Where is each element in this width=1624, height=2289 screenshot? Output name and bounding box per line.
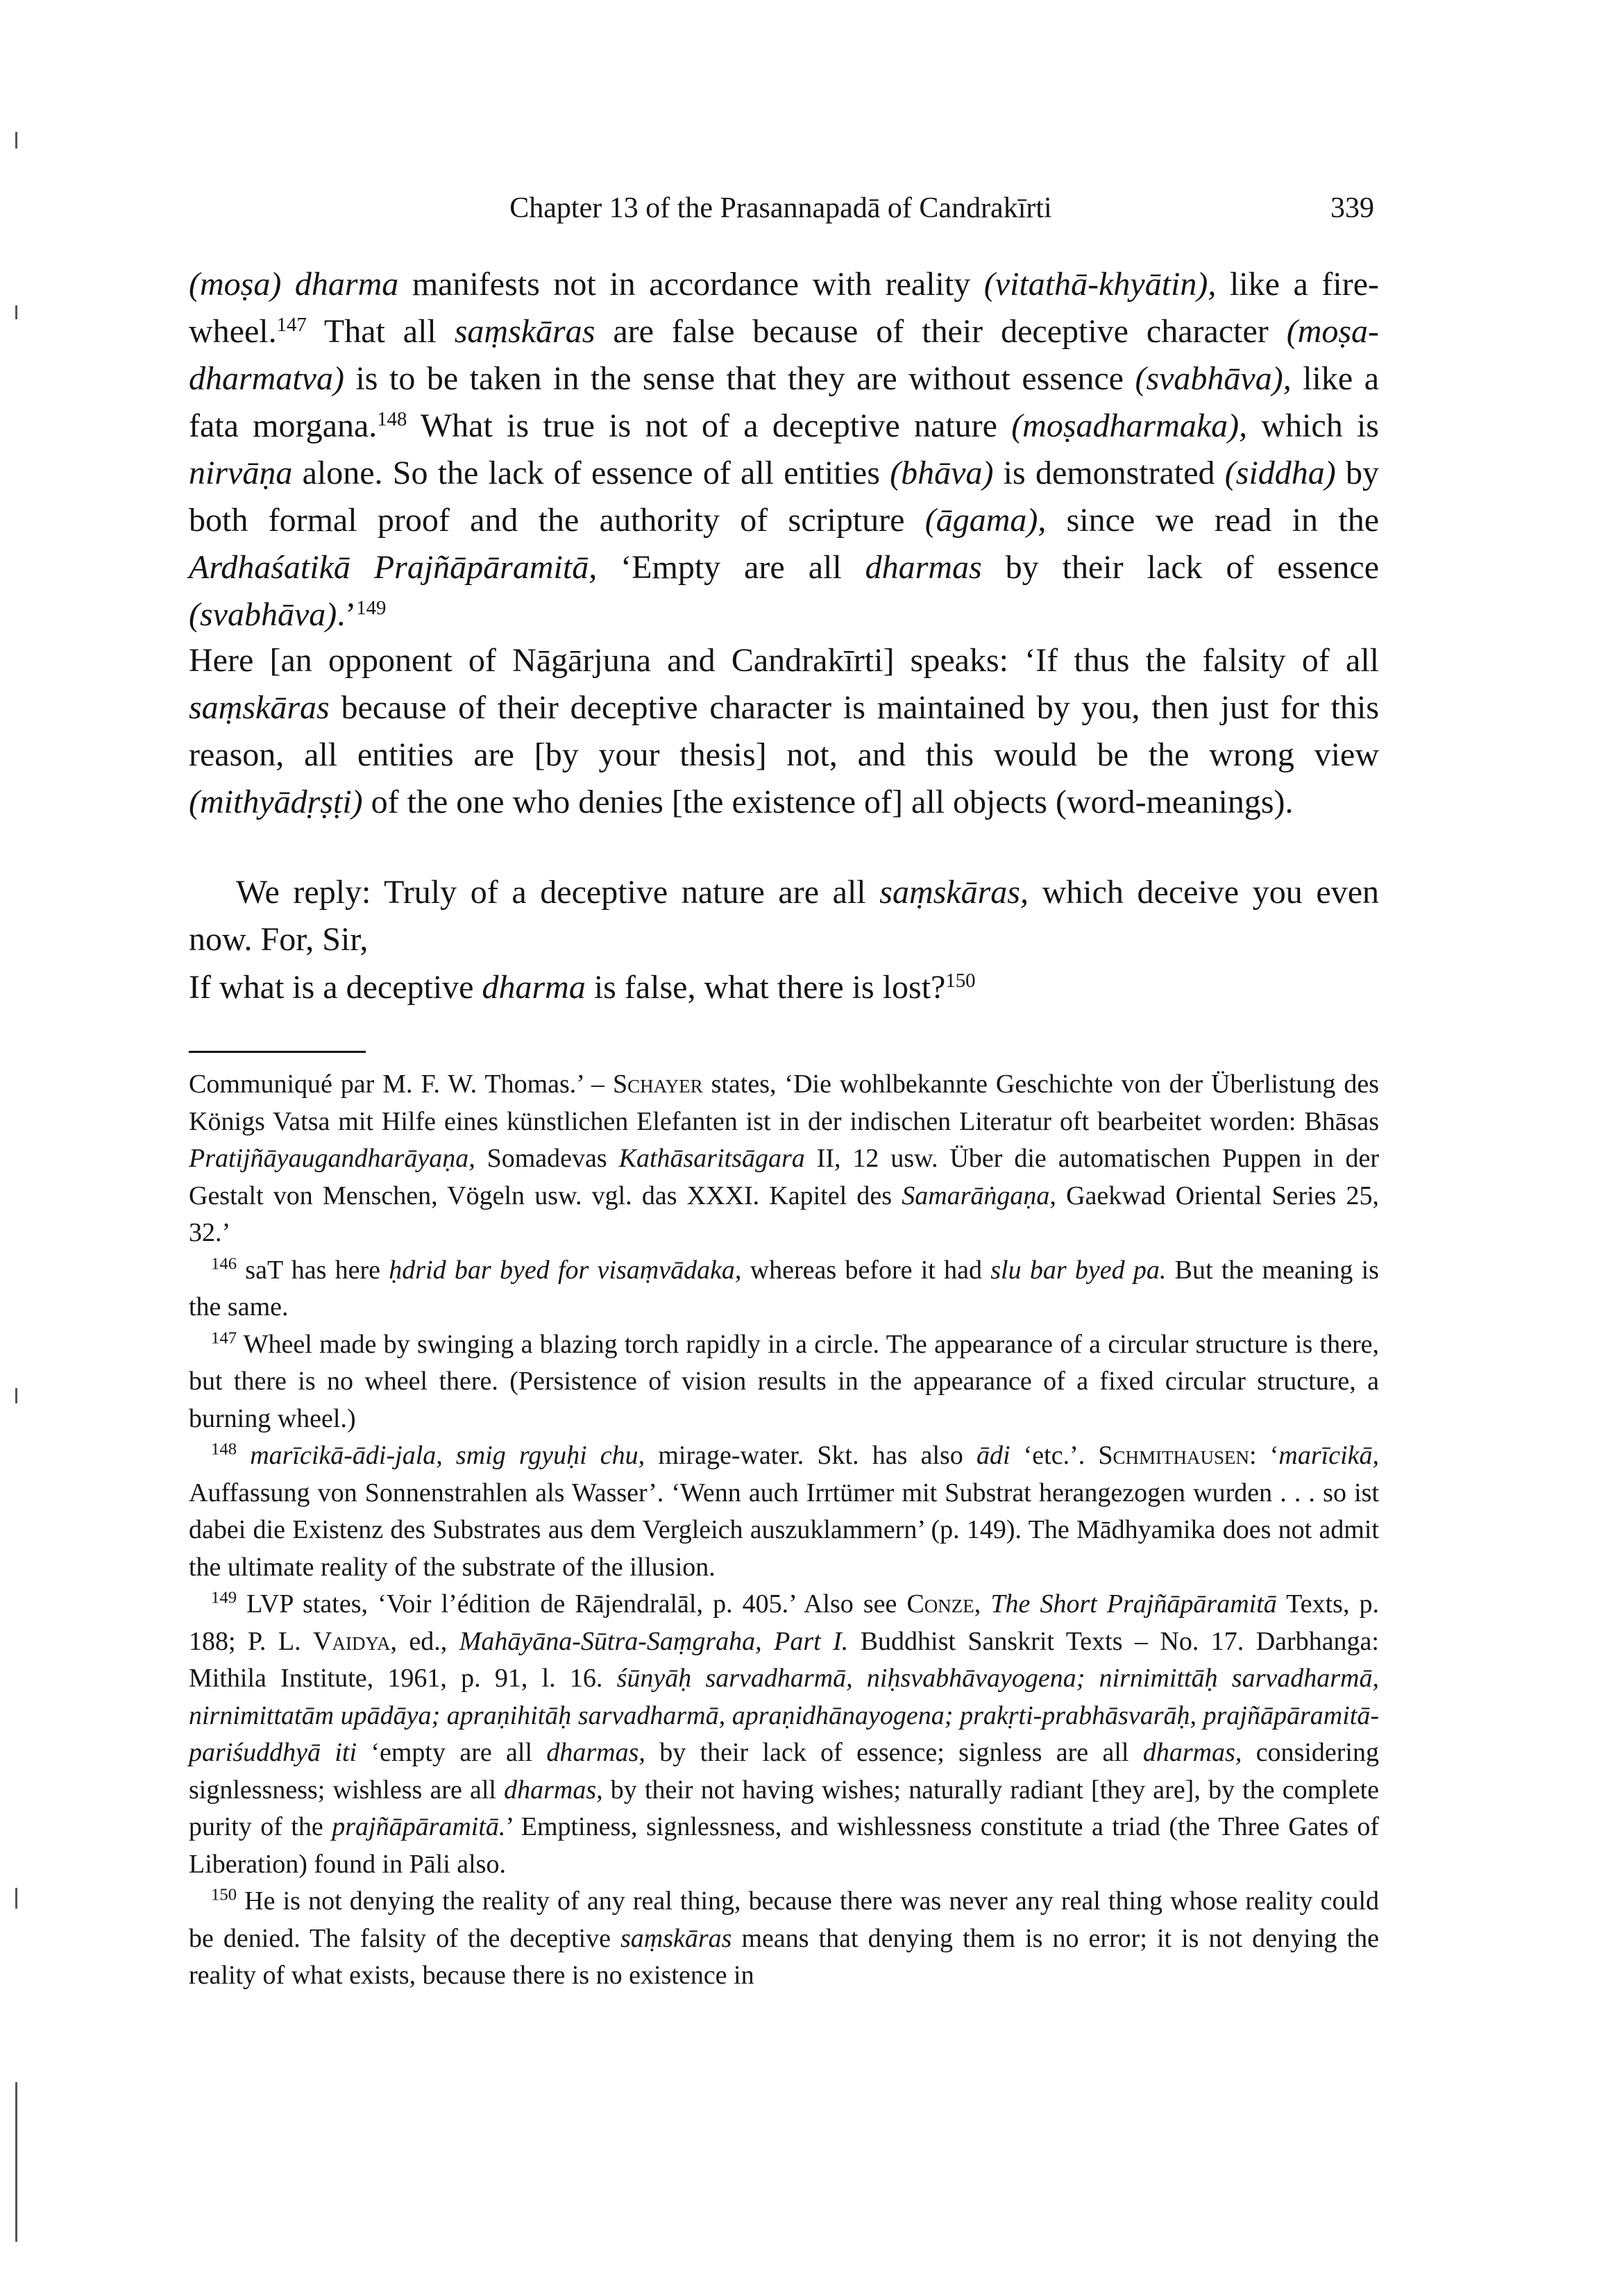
author-name: Schmithausen (1098, 1441, 1250, 1470)
text-span: , (974, 1589, 991, 1619)
footnotes (189, 1066, 1379, 1995)
footnote-divider (189, 1051, 366, 1053)
text-span: dharma (482, 969, 586, 1006)
text-span: (bhāva) (890, 455, 994, 491)
footnote-147 (189, 1326, 1379, 1438)
footnote-ref-147: 147 (276, 314, 307, 337)
text-span: whereas before it had (741, 1255, 991, 1285)
author-name: Conze (906, 1589, 974, 1619)
text-span: Communiqué par M. F. W. Thomas.’ – (189, 1070, 613, 1099)
text-span: by their lack of essence (981, 549, 1380, 586)
text-span: (moṣa-dharmatva) (189, 313, 1380, 397)
text-span: saṃskāras (189, 689, 330, 726)
text-span: like a fire-wheel. (189, 266, 1379, 350)
text-span: Ardhaśatikā Prajñāpāramitā, (189, 549, 598, 586)
text-span: That all (306, 313, 455, 350)
text-span: II, 12 usw. Über die automatischen Puppen in der Gestalt von Menschen, Vögeln usw. vgl. das XXXI. Kapitel des (189, 1144, 1379, 1210)
text-span: If what is a deceptive (189, 969, 482, 1006)
text-span: by both formal proof and the authority of scripture (189, 455, 1380, 539)
scan-artifact (15, 305, 17, 319)
footnote-ref-148: 148 (377, 408, 407, 431)
text-span: saṃskāras, (879, 874, 1029, 911)
footnote-number: 150 (211, 1885, 237, 1904)
text-span: mirage-water. Skt. has also (645, 1441, 976, 1470)
text-span: manifests not in accordance with reality (398, 266, 984, 303)
text-span: Samarāṅgaṇa, (902, 1181, 1056, 1210)
text-span: Gaekwad Oriental Series 25, 32.’ (189, 1181, 1379, 1247)
text-span: (moṣadharmaka), (1011, 407, 1248, 444)
text-span: saṃskāras (620, 1923, 732, 1953)
text-span: : ‘ (1249, 1441, 1279, 1470)
text-span: like a fata morgana. (189, 360, 1379, 444)
text-span: by their lack of essence; signless are all (645, 1738, 1143, 1767)
text-span: are false because of their deceptive character (595, 313, 1287, 350)
text-span: nirvāṇa (189, 455, 293, 491)
text-span: dharmas, (546, 1738, 645, 1767)
footnote-number: 149 (211, 1588, 237, 1607)
text-span: LVP states, ‘Voir l’édition de Rājendralāl, p. 405.’ Also see (237, 1589, 907, 1619)
text-span: Auffassung von Sonnenstrahlen als Wasser’. ‘Wenn auch Irrtümer mit Substrat herangezogen wurden . . . so ist dabei die Existenz des Substrates aus dem Vergleich auszuklammern’ (p. 149). The Mādhyamika does not admit the ultimate reality of the substrate of the illusion. (189, 1478, 1379, 1582)
text-span: (āgama), (924, 502, 1047, 539)
scan-artifact (15, 2082, 17, 2242)
footnote-number: 146 (211, 1253, 237, 1273)
text-span: which deceive you even now. For, Sir, (189, 874, 1380, 958)
text-span: Kathāsaritsāgara (618, 1144, 805, 1173)
text-span: Buddhist Sanskrit Texts – No. 17. Darbhanga: Mithila Institute, 1961, p. 91, l. 16. (189, 1626, 1379, 1693)
text-span: means that denying them is no error; it is not denying the reality of what exists, because there is no existence in (189, 1923, 1380, 1990)
text-span: (svabhāva), (1135, 360, 1292, 397)
text-span: ādi (976, 1441, 1010, 1470)
text-span: (mithyādṛṣṭi) (189, 784, 363, 820)
footnote-continuation (189, 1066, 1379, 1252)
text-span: dharmas, (504, 1775, 603, 1805)
footnote-150 (189, 1883, 1379, 1995)
text-span: dharmas (865, 549, 982, 586)
footnote-ref-149: 149 (356, 597, 387, 620)
text-span: is to be taken in the sense that they are without essence (344, 360, 1135, 397)
text-span: Wheel made by swinging a blazing torch rapidly in a circle. The appearance of a circular structure is there, but there is no wheel there. (Persistence of vision results in the appearance of a fixed circular structure, a burning wheel.) (189, 1329, 1379, 1433)
author-name: Vaidya (313, 1626, 391, 1656)
running-header (187, 186, 1374, 230)
body-paragraph-3 (189, 869, 1379, 963)
text-span: Somadevas (475, 1144, 619, 1173)
footnote-149 (189, 1586, 1379, 1883)
text-span: (vitathā-khyātin), (983, 266, 1217, 303)
text-span: prajñāpāramitā. (332, 1812, 506, 1841)
verse-line (189, 964, 1379, 1011)
text-span: is false, what there is lost? (585, 969, 946, 1006)
text-span: alone. So the lack of essence of all entities (292, 455, 890, 491)
scan-artifact (15, 1888, 17, 1909)
text-span: saT has here (237, 1255, 389, 1285)
text-span: marīcikā, (1278, 1441, 1379, 1470)
text-span: Pratijñāyaugandharāyaṇa, (189, 1144, 475, 1173)
text-span: considering signlessness; wishless are all (189, 1738, 1379, 1805)
text-span: because of their deceptive character is maintained by you, then just for this reason, all entities are [by your thesis] not, and this would be the wrong view (189, 689, 1379, 773)
text-span: .’ (337, 596, 357, 633)
text-span: , ed., (390, 1626, 459, 1656)
text-span: since we read in the (1046, 502, 1379, 539)
footnote-ref-150: 150 (945, 970, 976, 993)
text-span: dharmas, (1142, 1738, 1242, 1767)
text-span: states, ‘Die wohlbekannte Geschichte von der Überlistung des Königs Vatsa mit Hilfe eines künstlichen Elefanten ist in der indischen Literatur oft bearbeitet worden: Bhāsas (189, 1070, 1380, 1136)
text-span: ḥdrid bar byed for visaṃvādaka, (389, 1255, 742, 1285)
running-title: Chapter 13 of the Prasannapadā of Candrakīrti (509, 192, 1052, 224)
text-span: The Short Prajñāpāramitā (990, 1589, 1277, 1619)
text-span: saṃskāras (454, 313, 595, 350)
text-span: ‘etc.’. (1010, 1441, 1099, 1470)
text-span: (moṣa) dharma (189, 266, 399, 303)
body-paragraph-2 (189, 637, 1379, 826)
text-span: which is (1247, 407, 1379, 444)
footnote-number: 147 (211, 1328, 237, 1347)
author-name: Schayer (612, 1070, 703, 1099)
text-span (237, 1441, 250, 1470)
text-span: slu bar byed pa. (990, 1255, 1167, 1285)
text-span: by their not having wishes; naturally radiant [they are], by the complete purity of the (189, 1775, 1379, 1841)
text-span: ’ Emptiness, signlessness, and wishlessness constitute a triad (the Three Gates of Liberation) found in Pāli also. (189, 1812, 1379, 1879)
text-span: What is true is not of a deceptive nature (407, 407, 1012, 444)
text-span: We reply: Truly of a deceptive nature are all (236, 874, 880, 911)
body-paragraph-1 (189, 261, 1379, 639)
text-span: ‘Empty are all (597, 549, 865, 586)
footnote-number: 148 (211, 1439, 237, 1459)
text-span: (svabhāva) (189, 596, 337, 633)
text-span: Mahāyāna-Sūtra-Saṃgraha, Part I. (459, 1626, 849, 1656)
text-span: Here [an opponent of Nāgārjuna and Candrakīrti] speaks: ‘If thus the falsity of all (189, 642, 1379, 679)
text-span: He is not denying the reality of any real thing, because there was never any real thing whose reality could be denied. The falsity of the deceptive (189, 1886, 1379, 1953)
scan-artifact (15, 1388, 17, 1403)
footnote-146 (189, 1252, 1379, 1326)
text-span: śūnyāḥ sarvadharmā, niḥsvabhāvayogena; nirnimittāḥ sarvadharmā, nirnimittatām upādāya; apraṇihitāḥ sarvadharmā, apraṇidhānayogena; prakṛti-prabhāsvarāḥ, prajñāpāramitā-pariśuddhyā iti (189, 1664, 1379, 1767)
text-span: marīcikā-ādi-jala, smig rgyuḥi chu, (250, 1441, 645, 1470)
footnote-148 (189, 1437, 1379, 1586)
scan-artifact (15, 132, 17, 149)
text-span: Texts, p. 188; P. L. (189, 1589, 1380, 1656)
text-span: (siddha) (1224, 455, 1336, 491)
page-number: 339 (1330, 192, 1374, 224)
text-span: But the meaning is the same. (189, 1255, 1379, 1321)
text-span: is demonstrated (993, 455, 1225, 491)
text-span: of the one who denies [the existence of] all objects (word-meanings). (362, 784, 1294, 820)
text-span: ‘empty are all (357, 1738, 547, 1767)
